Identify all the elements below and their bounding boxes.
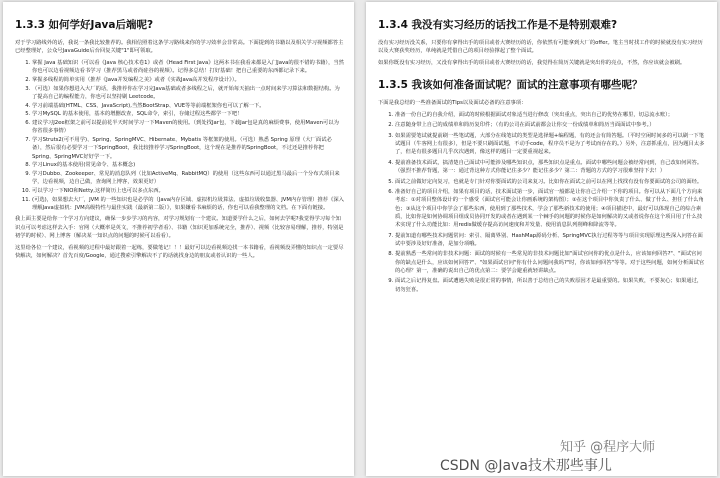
intro-paragraph: 对于学习路线外的话，我说一条我比较推荐的。我相信照着这条学习路线来你的学习效率会非常高。下面提到的书籍以及相关学习视频都答主已经整理好，公众号JavaGuide后台回复关键"1"即可领取。 <box>15 40 344 55</box>
section-title-1-3-4: 1.3.4 我没有实习经历的话找工作是不是特别艰难? <box>378 19 618 31</box>
list-item: 1. 准备一份自己的自我介绍，面试的时候根据面试对象适当进行修改（突出重点，突出自己的优势在哪里，切忌流水账）； <box>395 111 707 119</box>
list-item: 9. 学习Dubbo、Zookeeper、常见的消息队列（比如ActiveMq、RabbitMQ）的使用（这些东西可以通过黑马最后一个分布式项目来学，边看视频，边自己做，查询网上博客，效果更好） <box>32 170 344 186</box>
list-item: 10. 可以学习一下NIO和Netty,这样简历上也可以多点东西。 <box>32 187 344 195</box>
list-item: 5. 面试之前做好定向复习，也就是专门针对你要面试的公司来复习。比如你在面试之前可以在网上找找有没有你要面试的公司的面经。 <box>395 178 707 186</box>
zhihu-watermark: 知乎 @程序大师 <box>560 440 656 455</box>
section-title-1-3-3: 1.3.3 如何学好Java后端呢? <box>15 19 154 31</box>
list-item: 8. 学习Linux的基本使用(常见命令、基本概念) <box>32 161 344 169</box>
list-item: 11. (可选)，如果想去大厂，JVM 的一些知识也是必学的（Java内存区域、虚拟机垃圾算法、虚拟垃圾收集器、JVM内存管理）推荐《深入理解Java虚拟机：JVM高级特性与最佳实践（最新第二版）》，如果嫌看书麻烦的话，你也可以看我整理的文档。在下面有链接。 <box>32 196 344 212</box>
tips-intro: 下面是我总结的一些准备面试的Tips以及面试必备的注意事项： <box>378 100 527 107</box>
list-item: 4. 学习前端基础(HTML、CSS、JavaScript),当然BootStrap、VUE等等前端框架你也可以了解一下。 <box>32 102 344 110</box>
learning-path-list <box>15 59 344 213</box>
advice-paragraph: 这里给各位一个建议，看视频的过程中最好跟着一起练，要做笔记！！！最好可以边看视频边找一本书籍看，看视频没弄懂的知识点一定要尽快解决，如何解决？首先百度/Google，通过搜索引擎解决不了的话就找身边的朋友或者认识的一些人。 <box>15 244 344 260</box>
outro-paragraph: 我上面主要是给你一个学习方向建议，确保一步步学习的内容，对学习规划有一个建议。知道要学什么之后，如何去学呢?我觉得学习每个知识点可以考虑这样去入手：官网（大概率是英文，不推荐初学者看）、书籍（知识更加系统完全，推荐）、视频（比较容易理解，推荐，特别是初学的时候）、网上博客（解决某一知识点的问题的时候可以看看）。 <box>15 216 344 240</box>
interview-tips-list <box>378 111 707 294</box>
list-item: 6. 准备好自己的项目介绍，如果有项目的话，技术面试第一步，面试官一般都是让你自己介绍一下你的项目。你可以从下面几个方向来考虑：①对项目整体设计的一个感受（面试官可能会让你画系统的架构图）；②在这个项目中你负责了什么、做了什么、担任了什么角色；③从这个项目中你学会了那些东西，使用到了那些技术，学会了那些新技术的使用；④项目描述中，最好可以体现自己的综合素质，比如你是如何协调项目组成员协同开发的或者在遇到某一个棘手的问题的时候你是如何解决的又或者说你在这个项目用了什么技术实现了什么功能比如：用redis做缓存提高访问速度和并发量、使用消息队列削峰和降流等等。 <box>395 188 707 229</box>
list-item: 4. 提前准备技术面试，搞清楚自己面试中可能涉及哪些知识点，那些知识点是重点。面试中哪些问题会被经常问到，自己改如何回答。（强烈不推荐背题，第一：通过背这种方式你能记住多少？能记住多少？第二：背题的方式的学习很难坚持下去！） <box>395 159 707 175</box>
list-item: 9. 面试之后记得复盘。面试遭遇失败是很正常的事情，所以善于总结自己的失败原因才是最重要的。如果失败，不要灰心；如果通过，切勿狂喜。 <box>395 277 707 293</box>
list-item: 3. 如果需要笔试就提前刷一些笔试题，大部分在线笔试的类型是选择题+编程题，有的还会有简答题。（平时空闲时间多的可以刷一下笔试题目（牛客网上有很多），但是不要只刷面试题，不动手code，程序员不是为了考试而存在的。）另外，注意抓重点，因为题目太多了，但是有很多题目几乎次次遇到，像这样的题目一定要重视起来。 <box>395 132 707 157</box>
list-item: 7. 学习Struts2(可不用学)、Spring、SpringMVC、Hibernate、Mybatis 等框架的使用。（可选）熟悉 Spring 原理（大厂面试必备），然后很有必要学习一下SpringBoot，我比较推荐学习SpringBoot，这个现在是推荐的SpringBoot，不过还是推荐你把Spring、SpringMVC好好学一下。 <box>32 136 344 161</box>
list-item: 2. 注意随身带上自己的成绩单和简历复印件；（有的公司在面试前都会让你交一份成绩单和简历当面面试中参考。） <box>395 121 707 129</box>
list-item: 2. 掌握多线程的简单实用（推荐《Java并发编程之美》或者《实战Java高并发程序设计》）。 <box>32 76 344 84</box>
list-item: 7. 提前知道有哪些技术问题常问：索引、隔离界别、HashMap源码分析、SpringMVC执行过程等等与项目实现原理这些深入问答在面试中要涉及好好准备，是加分项哦。 <box>395 232 707 248</box>
list-item: 6. 建议学习J2ee框架之前可以提前花半天时间学习一下Maven的使用。（到处找Jar包，下载Jar包是真的麻烦费事，使用Maven可以为你省很多事情） <box>32 119 344 135</box>
section-title-1-3-5: 1.3.5 我该如何准备面试呢？面试的注意事项有哪些呢？ <box>378 79 643 92</box>
list-item: 8. 提前熟悉一些常问的非技术问题：面试的时候有一些常见的非技术问题比如"面试官问你的优点是什么，应该如何回答?"、"面试官问你的缺点是什么，应该如何回答?"、"如果面试官问"你有什么问题问我吗?"时，你该如何回答"等等。对于这些问题，如何分析面试官的心理？第一，准确的说出自己的优点第二：要学会避重就轻讲缺点。 <box>395 250 707 275</box>
highlight-paragraph: 如果你既没有实习经历，又没有拿得出手的项目或者大赛经历的话，我觉得在简历关键就是突出你的亮点，不然，你应该就会被刷。 <box>378 59 686 66</box>
csdn-watermark: CSDN @Java技术那些事儿 <box>440 458 612 474</box>
list-item: 3. （可选）如果你想进入大厂的话，我推荐你在学习完Java基础或者多线程之后，就开始每天抽出一点时间来学习算法和数据结构。为了提高自己的编程能力，你也可以坚持刷 Leetcode。 <box>32 85 344 101</box>
internship-paragraph: 没有实习经历没关系，只要你有拿得出手的项目或者大赛经历的话，你依然有可能拿到大厂的offer。笔主当时找工作的时候就没有实习经历以及大赛获奖经历，单纯就是凭借自己的项目经验撑起了整个面试。 <box>378 40 703 55</box>
list-item: 5. 学习MySQL 的基本使用，基本的增删改查，SQL命令，索引，存储过程这些都学一下吧！ <box>32 110 344 118</box>
list-item: 1. 掌握 Java 基础知识（可以看《Java 核心技术卷1》或者《Head First Java》这两本书在我看来都是入门Java的很不错的书籍），当然你也可以边看视频边看书学习（推荐黑马或者尚硅谷的视频）。记得多总结！打好基础！把自己重要的东西都记录下来。 <box>32 59 344 75</box>
left-document-page <box>3 2 354 476</box>
right-document-page <box>366 2 717 476</box>
